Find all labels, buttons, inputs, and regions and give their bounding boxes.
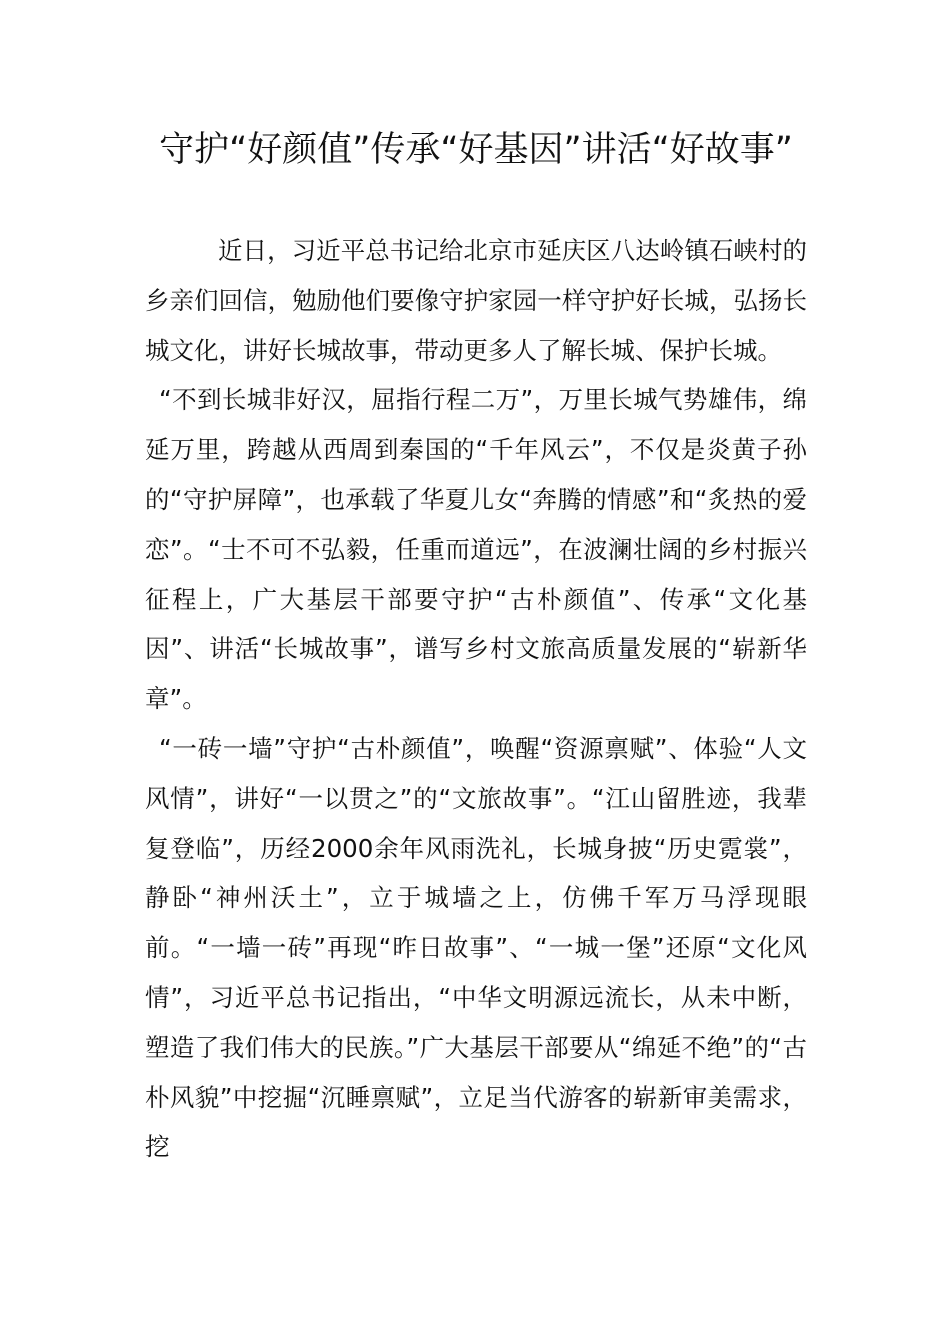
document-body [145,226,807,1172]
document-title: 守护“好颜值”传承“好基因”讲活“好故事” [159,130,793,170]
paragraph-1: 近日，习近平总书记给北京市延庆区八达岭镇石峡村的乡亲们回信，勉励他们要像守护家园一样守护好长城，弘扬长城文化，讲好长城故事，带动更多人了解长城、保护长城。 [145,236,807,365]
paragraph-2: “不到长城非好汉，屈指行程二万”，万里长城气势雄伟，绵延万里，跨越从西周到秦国的“千年风云”，不仅是炎黄子孙的“守护屏障”，也承载了华夏儿女“奔腾的情感”和“炙热的爱恋”。“士不可不弘毅，任重而道远”，在波澜壮阔的乡村振兴征程上，广大基层干部要守护“古朴颜值”、传承“文化基因”、讲活“长城故事”，谱写乡村文旅高质量发展的“崭新华章”。 [145,385,807,714]
paragraph-3: “一砖一墙”守护“古朴颜值”，唤醒“资源禀赋”、体验“人文风情”，讲好“一以贯之”的“文旅故事”。“江山留胜迹，我辈复登临”，历经2000余年风雨洗礼，长城身披“历史霓裳”，静卧“神州沃土”，立于城墙之上，仿佛千军万马浮现眼前。“一墙一砖”再现“昨日故事”、“一城一堡”还原“文化风情”，习近平总书记指出，“中华文明源远流长，从未中断，塑造了我们伟大的民族。”广大基层干部要从“绵延不绝”的“古朴风貌”中挖掘“沉睡禀赋”，立足当代游客的崭新审美需求，挖 [145,733,807,1162]
